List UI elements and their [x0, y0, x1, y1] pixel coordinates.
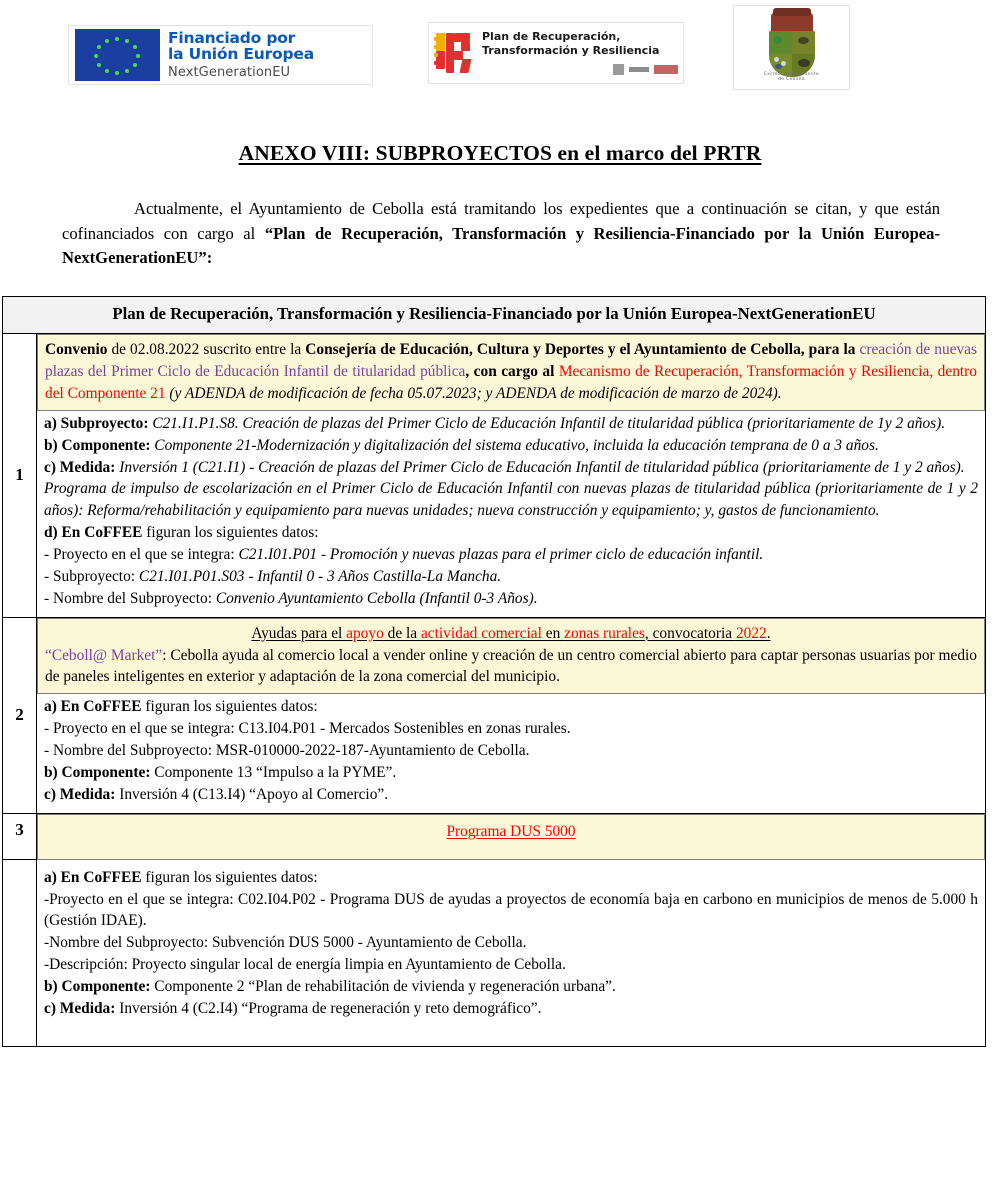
r3-a-text: figuran los siguientes datos:	[141, 868, 318, 886]
prtr-logo	[428, 22, 684, 84]
r3-c-text: Inversión 4 (C2.I4) “Programa de regeneración y reto demográfico”.	[115, 999, 542, 1017]
plan-recuperacion-emblem-icon	[654, 65, 678, 74]
r1-subproyecto-prefix: - Subproyecto:	[44, 567, 139, 585]
page-title-text: ANEXO VIII: SUBPROYECTOS en el marco del PRTR	[238, 141, 762, 165]
r1-seg2: de 02.08.2022 suscrito entre la	[107, 341, 306, 359]
r1-d-label: d) En CoFFEE	[44, 524, 143, 542]
row-1-item-d	[44, 522, 978, 544]
row-2-description	[45, 645, 977, 689]
r2-title-p3: en	[541, 624, 565, 642]
row-2-item-proyecto	[44, 718, 978, 740]
row-1-item-programa	[44, 478, 978, 522]
r2-title-p1: Ayudas para el	[251, 624, 347, 642]
r1-proyecto-text: C21.I01.P01 - Promoción y nuevas plazas para el primer ciclo de educación infantil.	[238, 546, 764, 564]
r2-a-label: a) En CoFFEE	[44, 698, 142, 716]
prtr-mark-icon	[434, 31, 476, 75]
r2-c-label: c) Medida:	[44, 785, 116, 803]
row-3-content	[37, 860, 986, 1047]
r2-ceboll-market: “Ceboll@ Market”	[45, 646, 163, 664]
row-1-item-nombre	[44, 588, 978, 610]
row-1-content	[37, 334, 986, 618]
table-row	[3, 860, 986, 1047]
r1-a-text: C21.I1.P1.S8. Creación de plazas del Primer Ciclo de Educación Infantil de titularidad pública (prioritariamente de 1y 2 años).	[148, 414, 946, 432]
row-number-1: 1	[3, 334, 37, 618]
table-header-cell: Plan de Recuperación, Transformación y Resiliencia-Financiado por la Unión Europea-NextGenerationEU	[3, 297, 986, 334]
r1-programa-text: Programa de impulso de escolarización en el Primer Ciclo de Educación Infantil con nuevas plazas de titularidad pública (prioritariamente de 1 y 2 años): Reforma/rehabilitación y equipamiento para nuevas unidades; nueva construcción y equipamiento; y, gastos de funcionamiento.	[44, 480, 978, 520]
r3-a-label: a) En CoFFEE	[44, 868, 142, 886]
eu-logo-line3: NextGenerationEU	[168, 64, 291, 80]
r2-title-red3: zonas rurales	[564, 624, 645, 642]
r3-title-red: Programa DUS 5000	[446, 822, 576, 840]
r2-title-p2: de la	[383, 624, 421, 642]
row-3-item-proyecto	[44, 889, 978, 933]
r3-c-label: c) Medida:	[44, 999, 116, 1017]
row-2-content	[37, 617, 986, 813]
ministerio-emblem-icon	[629, 67, 649, 72]
row-2-item-a	[44, 696, 978, 718]
r2-title-red4: 2022	[735, 624, 767, 642]
row-1-item-proyecto	[44, 544, 978, 566]
intro-paragraph	[62, 197, 940, 271]
r1-nombre-text: Convenio Ayuntamiento Cebolla (Infantil 0-3 Años).	[215, 589, 538, 607]
row-2-body	[37, 694, 985, 812]
r3-b-text: Componente 2 “Plan de rehabilitación de vivienda y regeneración urbana”.	[150, 978, 616, 996]
row-3-item-descripcion	[44, 954, 978, 976]
row-2-item-b	[44, 762, 978, 784]
r2-title-red1: apoyo	[346, 624, 384, 642]
eu-funding-logo	[68, 25, 373, 85]
r2-c-text: Inversión 4 (C13.I4) “Apoyo al Comercio”.	[115, 785, 389, 803]
table-row	[3, 617, 986, 813]
r1-convenio-label: Convenio	[45, 341, 108, 359]
row-2-item-nombre	[44, 740, 978, 762]
coat-of-arms-caption: Excmo. Ayuntamiento de Cebolla	[764, 71, 819, 82]
r2-title-p4: , convocatoria	[644, 624, 736, 642]
row-2-title	[45, 623, 977, 645]
eu-flag-icon	[75, 29, 160, 81]
r2-b-text: Componente 13 “Impulso a la PYME”.	[150, 763, 397, 781]
row-3-body	[37, 860, 985, 1046]
eu-logo-line1: Financiado por	[168, 29, 296, 48]
r1-nombre-prefix: - Nombre del Subproyecto:	[44, 589, 216, 607]
row-1-body	[37, 411, 985, 617]
ayuntamiento-cebolla-logo	[733, 5, 850, 90]
r3-nombre-text: -Nombre del Subproyecto: Subvención DUS 5000 - Ayuntamiento de Cebolla.	[44, 934, 527, 952]
eu-logo-line2: la Unión Europea	[168, 44, 314, 63]
r2-a-text: figuran los siguientes datos:	[141, 698, 318, 716]
r1-seg5: , con cargo	[465, 363, 543, 381]
r1-d-text: figuran los siguientes datos:	[142, 524, 319, 542]
r1-seg4-purple: creación de nuevas plazas del Primer Ciclo de Educación Infantil de titularidad pública	[45, 341, 977, 381]
row-number-2: 2	[3, 617, 37, 813]
subprojects-table	[2, 296, 986, 1047]
r2-proyecto-text: - Proyecto en el que se integra: C13.I04.P01 - Mercados Sostenibles en zonas rurales.	[44, 720, 571, 738]
r1-seg8-adenda: (y ADENDA de modificación de fecha 05.07.2023; y ADENDA de modificación de marzo de 2024).	[165, 384, 782, 402]
prtr-logo-text	[482, 30, 678, 76]
r1-b-text: Componente 21-Modernización y digitalización del sistema educativo, incluida la educación temprana de 0 a 3 años.	[150, 436, 879, 454]
row-1-item-a	[44, 413, 978, 435]
prtr-logo-line1: Plan de Recuperación,	[482, 29, 621, 43]
r2-b-label: b) Componente:	[44, 763, 151, 781]
r1-seg6: al	[542, 363, 559, 381]
intro-text-part2: :	[206, 248, 213, 268]
table-header-row	[3, 297, 986, 334]
eu-logo-text	[168, 31, 314, 79]
row-1-item-subproyecto	[44, 566, 978, 588]
row-number-3: 3	[3, 813, 37, 860]
row-1-item-b	[44, 435, 978, 457]
r1-seg3: Consejería de Educación, Cultura y Deportes y el Ayuntamiento de Cebolla, para la	[305, 341, 860, 359]
row-3-item-b	[44, 976, 978, 998]
r2-title-red2: actividad comercial	[420, 624, 542, 642]
r3-descripcion-text: -Descripción: Proyecto singular local de energía limpia en Ayuntamiento de Cebolla.	[44, 956, 566, 974]
r2-title-p5: .	[766, 624, 771, 642]
r1-c-label: c) Medida:	[44, 458, 116, 476]
r1-proyecto-prefix: - Proyecto en el que se integra:	[44, 546, 239, 564]
row-1-highlight	[37, 334, 985, 411]
r3-proyecto-text: -Proyecto en el que se integra: C02.I04.P02 - Programa DUS de ayudas a proyectos de economía baja en carbono en municipios de menos de 5.000 h (Gestión IDAE).	[44, 890, 978, 930]
row-3-number-spacer	[3, 860, 37, 1047]
row-1-item-c	[44, 457, 978, 479]
row-3-item-a	[44, 867, 978, 889]
page-title	[0, 141, 1000, 166]
r1-subproyecto-text: C21.I01.P01.S03 - Infantil 0 - 3 Años Castilla-La Mancha.	[138, 567, 502, 585]
r1-c-text: Inversión 1 (C21.I1) - Creación de plazas del Primer Ciclo de Educación Infantil de titularidad pública (prioritariamente de 1 y 2 años).	[115, 458, 965, 476]
table-row	[3, 334, 986, 618]
row-3-highlight-cell	[37, 813, 986, 860]
row-3-highlight	[37, 814, 985, 860]
logo-bar	[0, 0, 1000, 100]
row-3-item-c	[44, 998, 978, 1020]
r1-a-label: a) Subproyecto:	[44, 414, 149, 432]
prtr-government-emblems	[482, 63, 678, 76]
coat-of-arms-icon	[761, 11, 823, 85]
r3-b-label: b) Componente:	[44, 978, 151, 996]
intro-text-part1: Actualmente, el Ayuntamiento de Cebolla está tramitando los expedientes que a continuación se citan, y que están cofinanciados con cargo al	[62, 199, 940, 243]
prtr-logo-line2: Transformación y Resiliencia	[482, 44, 660, 57]
gobierno-espana-emblem-icon	[613, 64, 624, 75]
r1-b-label: b) Componente:	[44, 436, 151, 454]
intro-text-quoted: “Plan de Recuperación, Transformación y Resiliencia-Financiado por la Unión Europea-NextGenerationEU”	[62, 223, 940, 268]
row-2-item-c	[44, 784, 978, 806]
row-3-item-nombre	[44, 932, 978, 954]
r2-desc-rest: : Cebolla ayuda al comercio local a vender online y creación de un centro comercial abierto para captar personas usuarias por medio de paneles inteligentes en exterior y adaptación de la zona comercial del municipio.	[45, 646, 977, 686]
r2-nombre-text: - Nombre del Subproyecto: MSR-010000-2022-187-Ayuntamiento de Cebolla.	[44, 742, 530, 760]
r1-seg7-red: Mecanismo de Recuperación, Transformación y Resiliencia, dentro del Componente 21	[45, 363, 977, 402]
table-row	[3, 813, 986, 860]
row-2-highlight	[37, 618, 985, 695]
